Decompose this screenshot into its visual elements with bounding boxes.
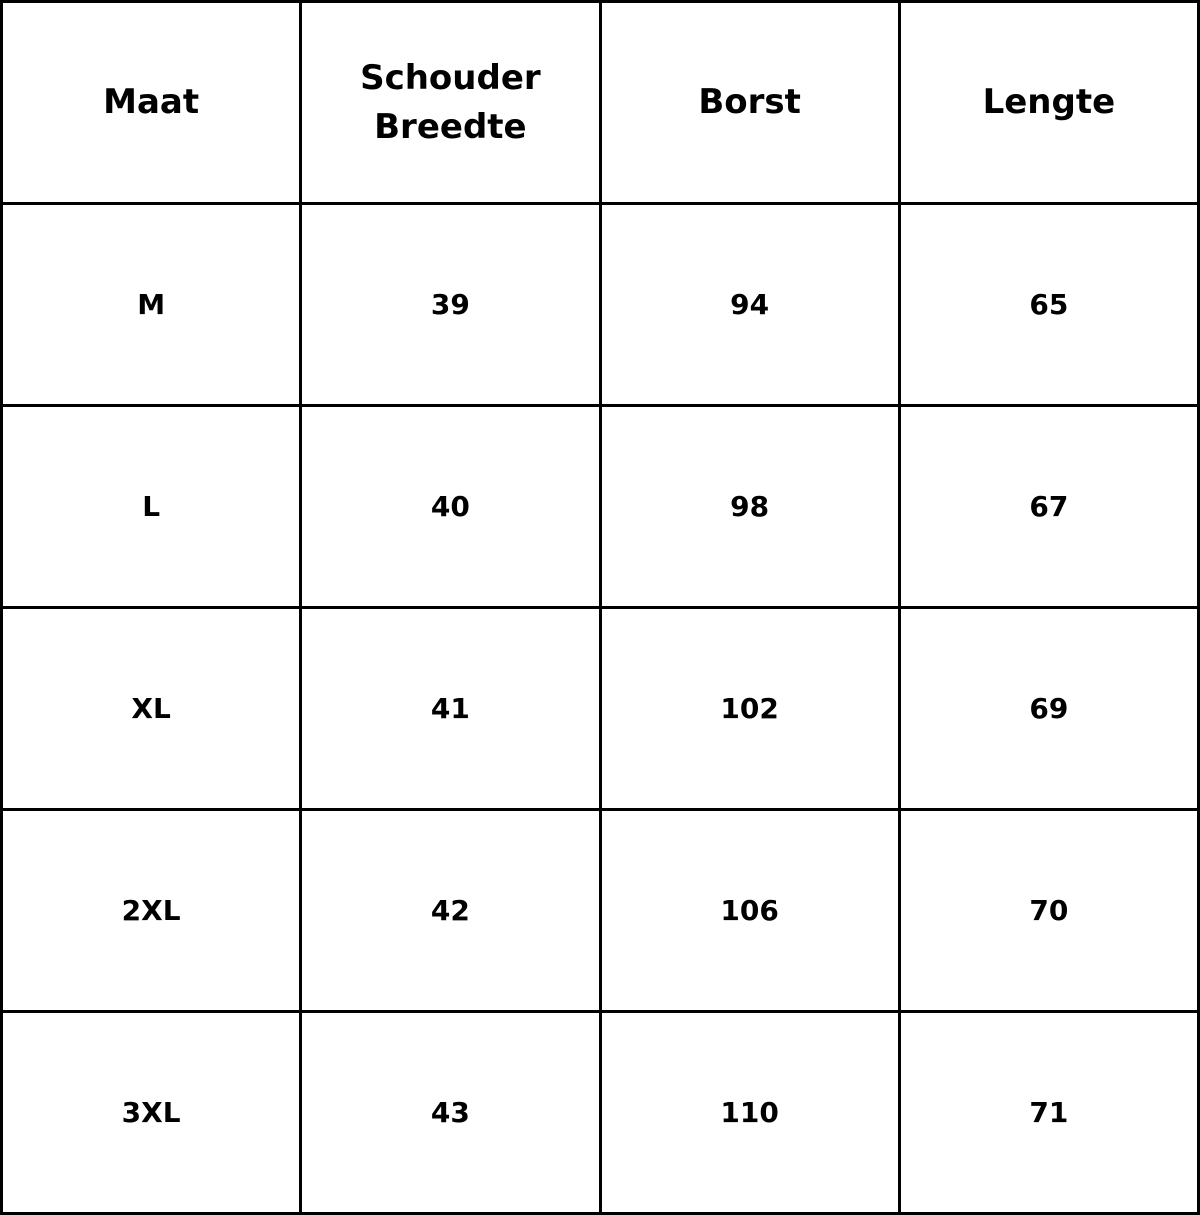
header-schouder-breedte-label: Schouder Breedte — [360, 57, 541, 147]
cell-schouder-breedte: 39 — [301, 204, 600, 406]
cell-lengte: 70 — [899, 810, 1198, 1012]
header-lengte-label: Lengte — [982, 82, 1116, 122]
cell-borst: 106 — [600, 810, 899, 1012]
table-row — [2, 810, 1199, 1012]
table-row — [2, 204, 1199, 406]
header-lengte — [899, 2, 1198, 204]
table-row — [2, 406, 1199, 608]
header-borst-label: Borst — [698, 82, 801, 122]
cell-borst: 110 — [600, 1012, 899, 1214]
cell-schouder-breedte: 42 — [301, 810, 600, 1012]
cell-borst: 102 — [600, 608, 899, 810]
table-header — [2, 2, 1199, 204]
cell-lengte: 65 — [899, 204, 1198, 406]
cell-lengte: 69 — [899, 608, 1198, 810]
cell-maat: L — [2, 406, 301, 608]
cell-maat: M — [2, 204, 301, 406]
cell-borst: 94 — [600, 204, 899, 406]
cell-schouder-breedte: 40 — [301, 406, 600, 608]
header-schouder-breedte — [301, 2, 600, 204]
cell-maat: XL — [2, 608, 301, 810]
table-row — [2, 1012, 1199, 1214]
cell-lengte: 67 — [899, 406, 1198, 608]
header-maat-label: Maat — [103, 82, 200, 122]
cell-maat: 3XL — [2, 1012, 301, 1214]
cell-schouder-breedte: 41 — [301, 608, 600, 810]
table-row — [2, 608, 1199, 810]
cell-borst: 98 — [600, 406, 899, 608]
header-borst — [600, 2, 899, 204]
cell-lengte: 71 — [899, 1012, 1198, 1214]
cell-schouder-breedte: 43 — [301, 1012, 600, 1214]
table-body — [2, 204, 1199, 1214]
header-maat — [2, 2, 301, 204]
header-row — [2, 2, 1199, 204]
cell-maat: 2XL — [2, 810, 301, 1012]
